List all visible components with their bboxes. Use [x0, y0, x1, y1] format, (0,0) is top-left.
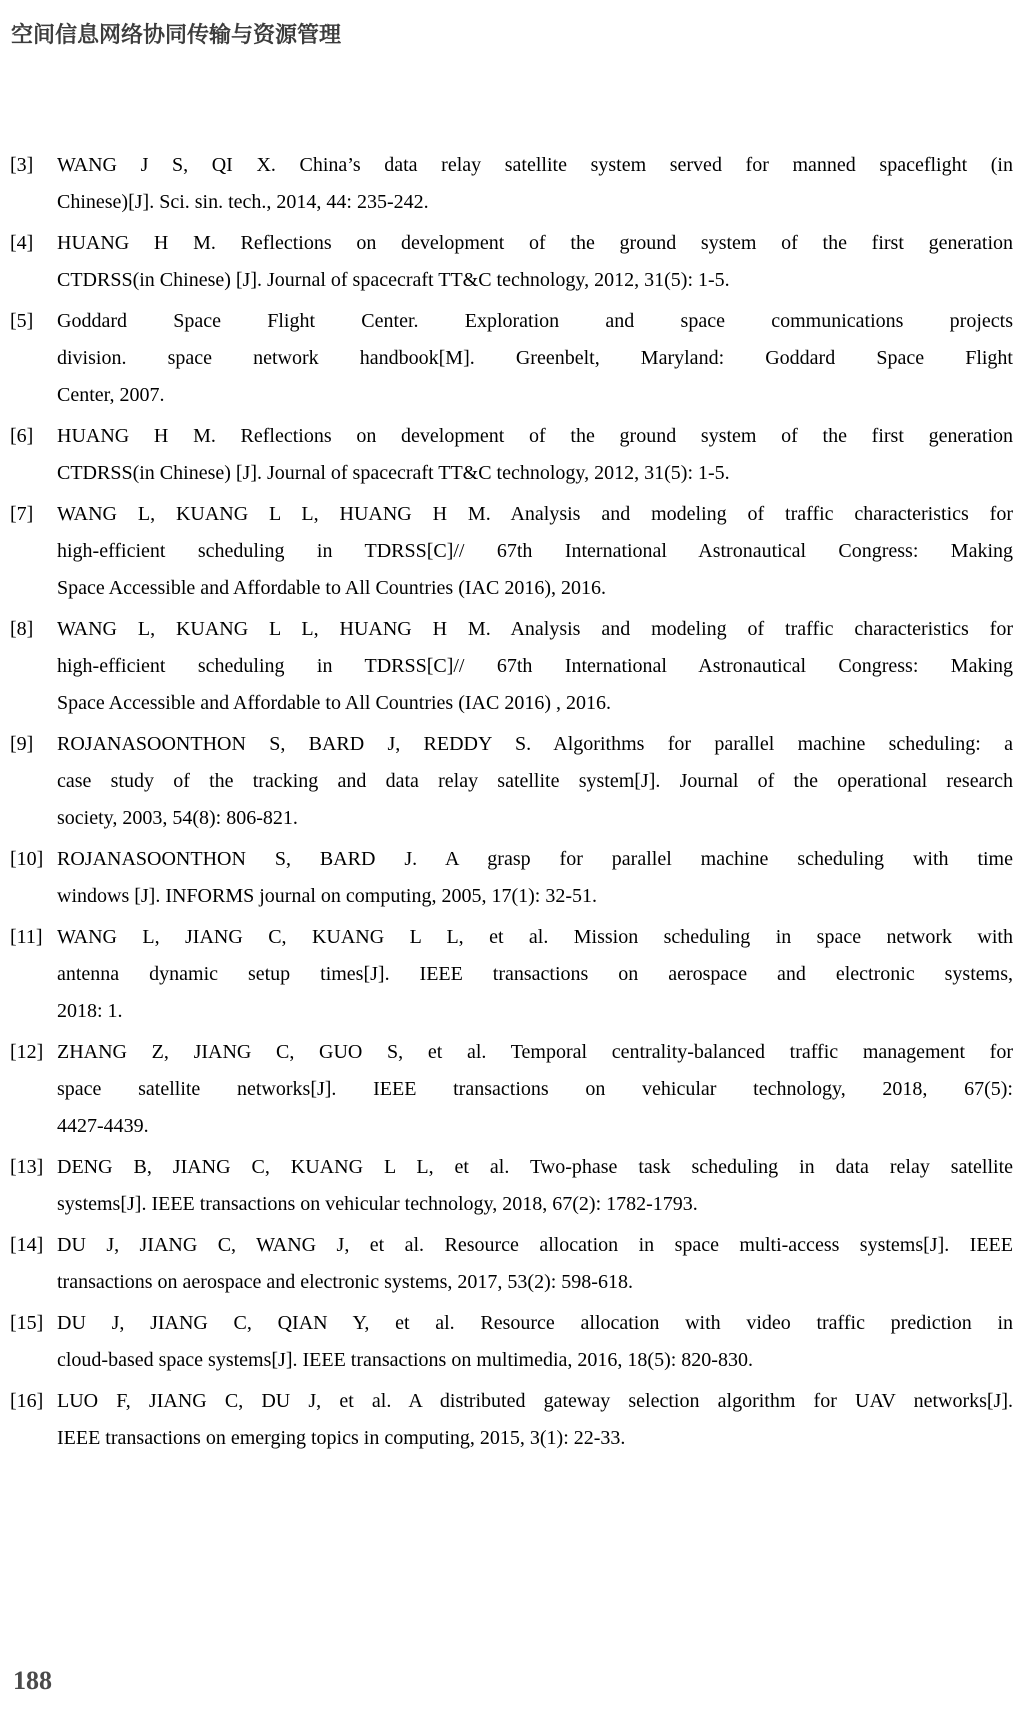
reference-label: [6] — [10, 425, 34, 447]
reference-label: [13] — [10, 1156, 44, 1178]
reference-line: IEEE transactions on emerging topics in computing, 2015, 3(1): 22-33. — [57, 1427, 626, 1449]
reference-line: DU J, JIANG C, WANG J, et al. Resource allocation in space multi-access systems[J]. IEEE — [57, 1234, 1013, 1256]
reference-line: space satellite networks[J]. IEEE transactions on vehicular technology, 2018, 67(5): — [57, 1078, 1013, 1100]
reference-line: DU J, JIANG C, QIAN Y, et al. Resource allocation with video traffic prediction in — [57, 1312, 1013, 1334]
reference-label: [9] — [10, 733, 34, 755]
reference-label: [14] — [10, 1234, 44, 1256]
reference-line: case study of the tracking and data relay satellite system[J]. Journal of the operational research — [57, 770, 1013, 792]
reference-label: [3] — [10, 154, 34, 176]
reference-line: WANG L, JIANG C, KUANG L L, et al. Mission scheduling in space network with — [57, 926, 1013, 948]
reference-line: ZHANG Z, JIANG C, GUO S, et al. Temporal centrality-balanced traffic management for — [57, 1041, 1013, 1063]
reference-label: [4] — [10, 232, 34, 254]
reference-line: Space Accessible and Affordable to All Countries (IAC 2016) , 2016. — [57, 692, 611, 714]
reference-item — [10, 919, 1013, 1030]
reference-item — [10, 1149, 1013, 1223]
reference-line: Chinese)[J]. Sci. sin. tech., 2014, 44: 235-242. — [57, 191, 429, 213]
reference-line: cloud-based space systems[J]. IEEE transactions on multimedia, 2016, 18(5): 820-830. — [57, 1349, 753, 1371]
reference-line: systems[J]. IEEE transactions on vehicular technology, 2018, 67(2): 1782-1793. — [57, 1193, 698, 1215]
reference-line: antenna dynamic setup times[J]. IEEE transactions on aerospace and electronic systems, — [57, 963, 1013, 985]
reference-line: society, 2003, 54(8): 806-821. — [57, 807, 298, 829]
reference-line: WANG L, KUANG L L, HUANG H M. Analysis and modeling of traffic characteristics for — [57, 618, 1013, 640]
reference-item — [10, 496, 1013, 607]
reference-line: transactions on aerospace and electronic systems, 2017, 53(2): 598-618. — [57, 1271, 633, 1293]
reference-label: [15] — [10, 1312, 44, 1334]
reference-line: WANG J S, QI X. China’s data relay satellite system served for manned spaceflight (in — [57, 154, 1013, 176]
reference-line: HUANG H M. Reflections on development of the ground system of the first generation — [57, 232, 1013, 254]
reference-line: HUANG H M. Reflections on development of the ground system of the first generation — [57, 425, 1013, 447]
reference-line: WANG L, KUANG L L, HUANG H M. Analysis and modeling of traffic characteristics for — [57, 503, 1013, 525]
reference-label: [5] — [10, 310, 34, 332]
reference-label: [11] — [10, 926, 43, 948]
reference-line: Space Accessible and Affordable to All Countries (IAC 2016), 2016. — [57, 577, 606, 599]
reference-line: DENG B, JIANG C, KUANG L L, et al. Two-phase task scheduling in data relay satellite — [57, 1156, 1013, 1178]
reference-line: high-efficient scheduling in TDRSS[C]// 67th International Astronautical Congress: Making — [57, 655, 1013, 677]
reference-item — [10, 225, 1013, 299]
reference-line: CTDRSS(in Chinese) [J]. Journal of spacecraft TT&C technology, 2012, 31(5): 1-5. — [57, 462, 730, 484]
reference-label: [16] — [10, 1390, 44, 1412]
reference-item — [10, 611, 1013, 722]
reference-item — [10, 147, 1013, 221]
reference-label: [10] — [10, 848, 44, 870]
reference-line: 4427-4439. — [57, 1115, 149, 1137]
reference-item — [10, 303, 1013, 414]
reference-line: CTDRSS(in Chinese) [J]. Journal of spacecraft TT&C technology, 2012, 31(5): 1-5. — [57, 269, 730, 291]
references-list — [10, 147, 1013, 1461]
page-number: 188 — [13, 1666, 52, 1695]
reference-line: high-efficient scheduling in TDRSS[C]// 67th International Astronautical Congress: Making — [57, 540, 1013, 562]
reference-item — [10, 1227, 1013, 1301]
reference-item — [10, 1383, 1013, 1457]
reference-item — [10, 841, 1013, 915]
reference-item — [10, 1305, 1013, 1379]
reference-label: [12] — [10, 1041, 44, 1063]
reference-line: ROJANASOONTHON S, BARD J, REDDY S. Algorithms for parallel machine scheduling: a — [57, 733, 1013, 755]
reference-item — [10, 418, 1013, 492]
running-header-title: 空间信息网络协同传输与资源管理 — [11, 23, 342, 48]
reference-line: division. space network handbook[M]. Greenbelt, Maryland: Goddard Space Flight — [57, 347, 1013, 369]
reference-line: LUO F, JIANG C, DU J, et al. A distributed gateway selection algorithm for UAV networks[J]. — [57, 1390, 1013, 1412]
reference-label: [8] — [10, 618, 34, 640]
reference-line: windows [J]. INFORMS journal on computing, 2005, 17(1): 32-51. — [57, 885, 597, 907]
reference-line: Goddard Space Flight Center. Exploration and space communications projects — [57, 310, 1013, 332]
reference-line: ROJANASOONTHON S, BARD J. A grasp for parallel machine scheduling with time — [57, 848, 1013, 870]
reference-item — [10, 726, 1013, 837]
reference-label: [7] — [10, 503, 34, 525]
reference-line: Center, 2007. — [57, 384, 165, 406]
reference-item — [10, 1034, 1013, 1145]
reference-line: 2018: 1. — [57, 1000, 123, 1022]
